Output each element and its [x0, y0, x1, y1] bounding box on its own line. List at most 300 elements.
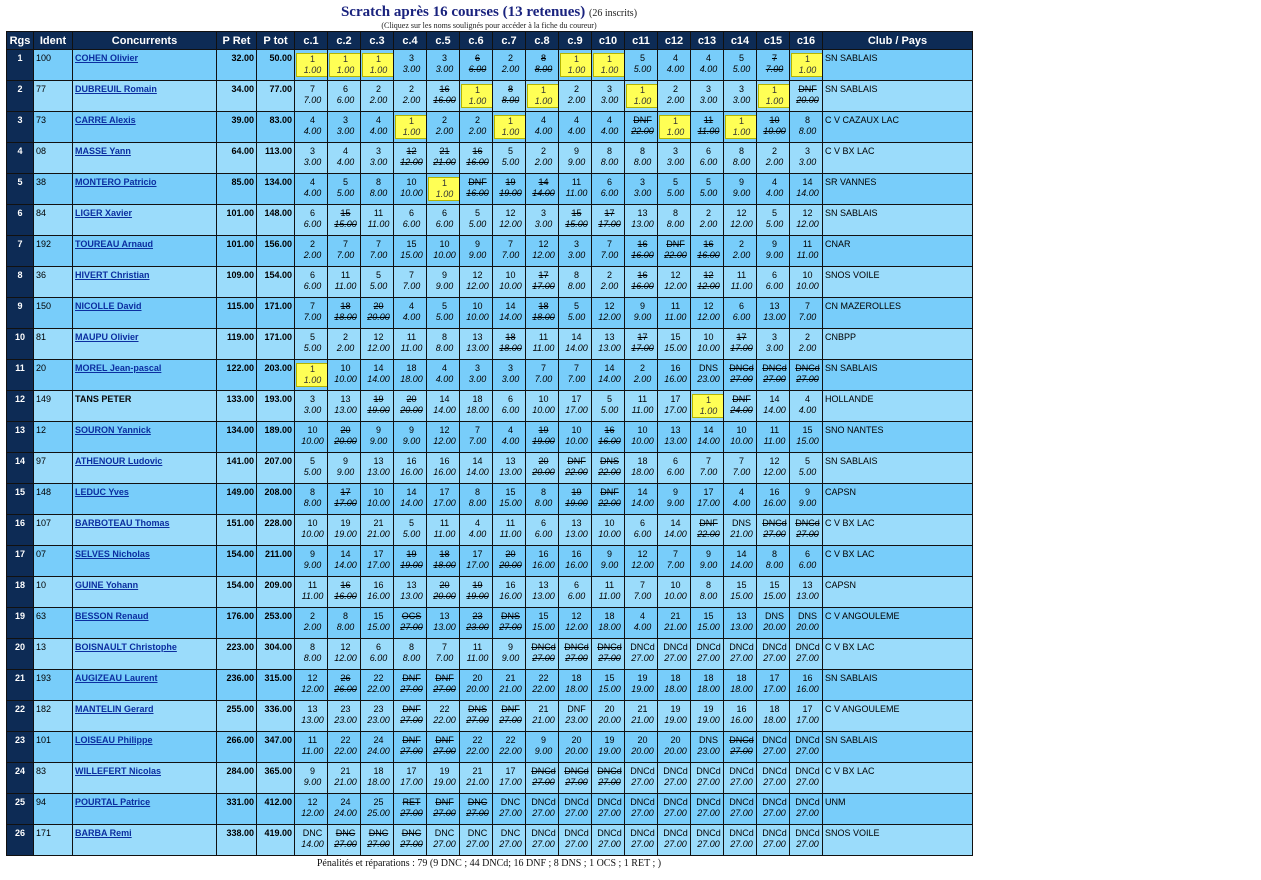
competitor-link[interactable]: LIGER Xavier: [75, 208, 133, 218]
race-result: [725, 797, 757, 819]
discarded-result: [494, 704, 526, 726]
race-score: 16.00: [631, 250, 654, 260]
discarded-result: [428, 673, 460, 695]
club-cell: SN SABLAIS: [823, 50, 973, 81]
race-score: 7.00: [765, 64, 784, 74]
race-result: [626, 487, 658, 509]
race-score: 7.00: [303, 312, 322, 322]
discarded-result: [527, 270, 559, 292]
race-result-cell: [658, 391, 691, 422]
race-score: 3.00: [765, 343, 784, 353]
race-result: [296, 580, 328, 602]
race-result-cell: [559, 608, 592, 639]
race-position: DNCd: [729, 797, 754, 807]
race-result-cell: [757, 298, 790, 329]
ident-cell: 36: [34, 267, 73, 298]
race-position: 7: [507, 239, 513, 249]
race-score: 2.00: [567, 95, 586, 105]
race-position: 6: [771, 270, 777, 280]
race-score: 10.00: [532, 405, 555, 415]
race-result-cell: [625, 329, 658, 360]
race-result-cell: [493, 763, 526, 794]
race-position: 1: [639, 84, 645, 95]
competitor-link[interactable]: AUGIZEAU Laurent: [75, 673, 158, 683]
race-position: 8: [540, 53, 546, 63]
race-score: 14.00: [664, 529, 687, 539]
club-cell: C V BX LAC: [823, 639, 973, 670]
race-result-cell: [757, 422, 790, 453]
race-result-cell: [724, 484, 757, 515]
race-score: 11.00: [301, 746, 324, 756]
ident-cell: 107: [34, 515, 73, 546]
race-position: 13: [307, 704, 318, 714]
competitor-link[interactable]: SOURON Yannick: [75, 425, 151, 435]
race-result-cell: [493, 608, 526, 639]
race-result-cell: [724, 267, 757, 298]
column-header-c14: c14: [724, 32, 757, 50]
race-result-cell: [625, 484, 658, 515]
race-score: 27.00: [466, 715, 489, 725]
race-result-cell: [427, 236, 460, 267]
race-result: [593, 673, 625, 695]
race-score: 8.00: [303, 653, 322, 663]
competitor-link[interactable]: ATHENOUR Ludovic: [75, 456, 163, 466]
race-score: 27.00: [763, 808, 786, 818]
race-result-cell: [361, 50, 394, 81]
race-score: 9.00: [402, 436, 421, 446]
race-score: 8.00: [666, 219, 685, 229]
race-result-cell: [295, 112, 328, 143]
race-result: [461, 766, 493, 788]
competitor-link[interactable]: TOUREAU Arnaud: [75, 239, 154, 249]
club-cell: C V CAZAUX LAC: [823, 112, 973, 143]
race-score: 6.00: [798, 560, 817, 570]
race-position: 5: [408, 518, 414, 528]
competitor-link[interactable]: BOISNAULT Christophe: [75, 642, 177, 652]
table-row: [7, 453, 973, 484]
race-result-cell: [526, 763, 559, 794]
race-position: 6: [309, 208, 315, 218]
race-result-cell: [790, 267, 823, 298]
race-score: 3.00: [534, 219, 553, 229]
race-result-cell: [361, 391, 394, 422]
race-result-cell: [394, 391, 427, 422]
race-win-badge: [461, 84, 493, 108]
competitor-link[interactable]: DUBREUIL Romain: [75, 84, 157, 94]
race-result-cell: [328, 81, 361, 112]
race-result: [362, 177, 394, 199]
race-score: 10.00: [466, 312, 489, 322]
race-result: [560, 735, 592, 757]
race-position: 17: [604, 208, 615, 218]
race-score: 27.00: [796, 653, 819, 663]
race-score: 21.00: [499, 684, 522, 694]
race-position: 11: [604, 580, 615, 590]
race-position: 18: [538, 301, 549, 311]
race-score: 9.00: [534, 746, 553, 756]
rank-cell: 25: [7, 794, 34, 825]
race-score: 18.00: [367, 777, 390, 787]
race-score: 4.00: [501, 436, 520, 446]
race-result: [725, 549, 757, 571]
race-result-cell: [691, 577, 724, 608]
race-position: 1: [507, 115, 513, 126]
retained-points-cell: 284.00: [217, 763, 257, 794]
race-position: 11: [637, 394, 648, 404]
race-result-cell: [658, 825, 691, 856]
competitor-link[interactable]: MASSE Yann: [75, 146, 131, 156]
race-result: [296, 425, 328, 447]
race-result-cell: [361, 81, 394, 112]
race-result: [560, 518, 592, 540]
race-position: 2: [507, 53, 513, 63]
race-position: 2: [342, 332, 348, 342]
race-result-cell: [493, 329, 526, 360]
race-result: [758, 301, 790, 323]
penalties-summary: Pénalités et réparations : 79 (9 DNC ; 44 DNCd; 16 DNF ; 8 DNS ; 1 OCS ; 1 RET ; ): [316, 858, 662, 869]
competitor-link[interactable]: LOISEAU Philippe: [75, 735, 153, 745]
race-score: 14.00: [565, 343, 588, 353]
race-result: [791, 704, 823, 726]
race-result: [725, 270, 757, 292]
race-score: 15.00: [367, 622, 390, 632]
race-result: [527, 673, 559, 695]
race-position: DNS: [764, 611, 784, 621]
race-result-cell: [394, 515, 427, 546]
total-points-cell: 347.00: [257, 732, 295, 763]
race-score: 15.00: [697, 622, 720, 632]
race-result-cell: [328, 639, 361, 670]
race-result-cell: [559, 112, 592, 143]
race-result-cell: [526, 391, 559, 422]
race-position: 22: [538, 673, 549, 683]
race-result-cell: [658, 670, 691, 701]
race-score: 1.00: [468, 95, 487, 106]
race-score: 8.00: [600, 157, 619, 167]
race-result-cell: [559, 670, 592, 701]
race-score: 5.00: [600, 405, 619, 415]
race-position: DNCd: [630, 828, 655, 838]
retained-points-cell: 109.00: [217, 267, 257, 298]
race-position: 4: [309, 177, 315, 187]
race-position: DNF: [435, 735, 454, 745]
race-position: 17: [505, 766, 516, 776]
discarded-result: [626, 115, 658, 137]
race-result-cell: [559, 577, 592, 608]
race-result-cell: [724, 205, 757, 236]
race-position: 19: [571, 487, 582, 497]
race-position: 12: [703, 301, 714, 311]
race-result: [428, 766, 460, 788]
race-result-cell: [427, 329, 460, 360]
race-position: 11: [340, 270, 351, 280]
race-result: [791, 270, 823, 292]
race-result-cell: [724, 298, 757, 329]
race-score: 11.00: [334, 281, 357, 291]
race-position: 12: [637, 549, 648, 559]
race-position: 17: [802, 704, 813, 714]
race-score: 2.00: [402, 95, 421, 105]
race-score: 22.00: [598, 467, 621, 477]
total-points-cell: 253.00: [257, 608, 295, 639]
race-position: 9: [342, 456, 348, 466]
race-position: 1: [606, 53, 612, 64]
race-score: 1.00: [666, 126, 685, 137]
race-score: 21.00: [433, 157, 456, 167]
race-result: [692, 363, 724, 385]
race-result-cell: [493, 670, 526, 701]
race-position: DNCd: [762, 828, 787, 838]
race-position: DNF: [468, 177, 487, 187]
discarded-result: [593, 425, 625, 447]
competitor-link[interactable]: LEDUC Yves: [75, 487, 129, 497]
race-score: 18.00: [400, 374, 423, 384]
race-result: [593, 177, 625, 199]
race-result-cell: [559, 329, 592, 360]
race-score: 12.00: [565, 622, 588, 632]
race-result: [461, 828, 493, 850]
rank-cell: 16: [7, 515, 34, 546]
competitor-link[interactable]: BESSON Renaud: [75, 611, 149, 621]
race-result: [593, 363, 625, 385]
competitor-link[interactable]: MAUPU Olivier: [75, 332, 139, 342]
competitor-name-cell: [73, 112, 217, 143]
race-position: 5: [309, 456, 315, 466]
competitor-link[interactable]: MONTERO Patricio: [75, 177, 157, 187]
race-position: 25: [373, 797, 384, 807]
race-score: 10.00: [334, 374, 357, 384]
race-position: 6: [639, 518, 645, 528]
race-position: DNF: [600, 487, 619, 497]
race-position: 9: [606, 549, 612, 559]
race-score: 9.00: [732, 188, 751, 198]
race-position: 6: [441, 208, 447, 218]
race-score: 15.00: [400, 250, 423, 260]
race-result-cell: [625, 174, 658, 205]
race-position: 11: [472, 642, 483, 652]
race-score: 14.00: [730, 560, 753, 570]
rank-cell: 15: [7, 484, 34, 515]
race-win-badge: [362, 53, 394, 77]
column-header-c12: c12: [658, 32, 691, 50]
competitor-link[interactable]: SELVES Nicholas: [75, 549, 150, 559]
race-position: 21: [472, 766, 483, 776]
race-result: [758, 487, 790, 509]
race-position: 18: [571, 673, 582, 683]
race-position: 7: [606, 239, 612, 249]
race-result-cell: [691, 639, 724, 670]
race-score: 1.00: [501, 126, 520, 137]
race-result-cell: [691, 825, 724, 856]
race-result-cell: [427, 267, 460, 298]
race-result: [428, 642, 460, 664]
race-score: 8.00: [435, 343, 454, 353]
race-position: 10: [736, 425, 747, 435]
race-result-cell: [526, 112, 559, 143]
race-score: 13.00: [598, 343, 621, 353]
race-position: 6: [672, 456, 678, 466]
total-points-cell: 171.00: [257, 298, 295, 329]
race-position: 23: [373, 704, 384, 714]
discarded-result: [758, 53, 790, 75]
race-result: [659, 84, 691, 106]
race-score: 27.00: [400, 808, 423, 818]
race-result: [659, 270, 691, 292]
race-score: 14.00: [697, 436, 720, 446]
competitor-name-cell: [73, 298, 217, 329]
race-score: 6.00: [303, 281, 322, 291]
race-position: 19: [406, 549, 417, 559]
race-result: [494, 487, 526, 509]
race-position: DNF: [732, 394, 751, 404]
race-score: 17.00: [631, 343, 654, 353]
race-result: [494, 456, 526, 478]
race-position: 16: [571, 549, 582, 559]
competitor-name-cell: [73, 732, 217, 763]
race-position: 17: [472, 549, 483, 559]
race-position: 6: [408, 208, 414, 218]
race-result: [296, 518, 328, 540]
race-result-cell: [559, 639, 592, 670]
race-result: [494, 518, 526, 540]
race-result-cell: [328, 608, 361, 639]
race-result: [296, 239, 328, 261]
race-position: 2: [309, 611, 315, 621]
race-result: [791, 332, 823, 354]
race-result-cell: [493, 112, 526, 143]
race-result-cell: [592, 763, 625, 794]
race-result-cell: [724, 825, 757, 856]
race-result: [659, 332, 691, 354]
race-score: 6.00: [765, 281, 784, 291]
race-result-cell: [691, 763, 724, 794]
competitor-link[interactable]: POURTAL Patrice: [75, 797, 151, 807]
race-result-cell: [328, 360, 361, 391]
race-score: 3.00: [798, 157, 817, 167]
race-score: 22.00: [598, 498, 621, 508]
race-result: [791, 146, 823, 168]
race-result: [692, 456, 724, 478]
competitor-name: TANS PETER: [75, 394, 132, 404]
race-score: 12.00: [730, 219, 753, 229]
race-score: 27.00: [730, 808, 753, 818]
race-position: 11: [538, 332, 549, 342]
race-position: 13: [802, 580, 813, 590]
race-position: 17: [538, 270, 549, 280]
race-score: 19.00: [334, 529, 357, 539]
discarded-result: [461, 704, 493, 726]
race-result-cell: [493, 174, 526, 205]
rank-cell: 1: [7, 50, 34, 81]
race-result: [362, 580, 394, 602]
race-score: 1.00: [798, 64, 817, 75]
competitor-link[interactable]: BARBOTEAU Thomas: [75, 518, 170, 528]
race-position: 2: [771, 146, 777, 156]
race-position: 15: [802, 425, 813, 435]
race-result-cell: [460, 670, 493, 701]
race-result: [527, 580, 559, 602]
race-position: DNCd: [531, 797, 556, 807]
race-result: [296, 146, 328, 168]
race-result: [626, 704, 658, 726]
race-result-cell: [328, 50, 361, 81]
race-result: [395, 766, 427, 788]
race-position: 10: [340, 363, 351, 373]
competitor-link[interactable]: BARBA Remi: [75, 828, 132, 838]
competitor-link[interactable]: HIVERT Christian: [75, 270, 150, 280]
race-score: 3.00: [369, 157, 388, 167]
race-score: 5.00: [732, 64, 751, 74]
race-result-cell: [559, 763, 592, 794]
title-text: Scratch après 16 courses (13 retenues): [340, 4, 586, 20]
race-score: 2.00: [666, 95, 685, 105]
race-score: 8.00: [369, 188, 388, 198]
race-position: 12: [670, 270, 681, 280]
race-position: 13: [769, 301, 780, 311]
race-position: 18: [406, 363, 417, 373]
race-score: 14.00: [631, 498, 654, 508]
race-position: 1: [375, 53, 381, 64]
competitor-link[interactable]: MOREL Jean-pascal: [75, 363, 162, 373]
ident-cell: 38: [34, 174, 73, 205]
race-position: 18: [736, 673, 747, 683]
race-score: 8.00: [402, 653, 421, 663]
competitor-link[interactable]: NICOLLE David: [75, 301, 142, 311]
race-score: 27.00: [763, 777, 786, 787]
race-score: 27.00: [796, 374, 819, 384]
race-result: [626, 146, 658, 168]
race-result-cell: [658, 360, 691, 391]
race-result: [659, 549, 691, 571]
race-position: 6: [804, 549, 810, 559]
competitor-name-cell: [73, 577, 217, 608]
competitor-link[interactable]: MANTELIN Gerard: [75, 704, 154, 714]
race-score: 14.00: [301, 839, 324, 849]
competitor-link[interactable]: CARRE Alexis: [75, 115, 136, 125]
race-result-cell: [625, 701, 658, 732]
race-score: 2.00: [633, 374, 652, 384]
race-score: 20.00: [334, 436, 357, 446]
race-position: 8: [705, 580, 711, 590]
retained-points-cell: 141.00: [217, 453, 257, 484]
race-score: 27.00: [697, 808, 720, 818]
race-score: 17.00: [763, 684, 786, 694]
race-result: [296, 84, 328, 106]
race-score: 1.00: [633, 95, 652, 106]
rank-cell: 5: [7, 174, 34, 205]
race-position: 19: [340, 518, 351, 528]
competitor-link[interactable]: GUINE Yohann: [75, 580, 139, 590]
race-result: [428, 208, 460, 230]
discarded-result: [329, 301, 361, 323]
race-score: 7.00: [798, 312, 817, 322]
competitor-link[interactable]: WILLEFERT Nicolas: [75, 766, 162, 776]
race-result-cell: [361, 794, 394, 825]
race-result-cell: [328, 701, 361, 732]
ident-cell: 73: [34, 112, 73, 143]
column-header-c11: c11: [625, 32, 658, 50]
race-position: 19: [439, 766, 450, 776]
race-position: 13: [637, 208, 648, 218]
competitor-link[interactable]: COHEN Olivier: [75, 53, 139, 63]
table-row: [7, 484, 973, 515]
race-position: 17: [703, 487, 714, 497]
race-position: 15: [538, 611, 549, 621]
table-row: [7, 639, 973, 670]
rank-cell: 19: [7, 608, 34, 639]
race-score: 21.00: [631, 715, 654, 725]
race-result: [659, 828, 691, 850]
